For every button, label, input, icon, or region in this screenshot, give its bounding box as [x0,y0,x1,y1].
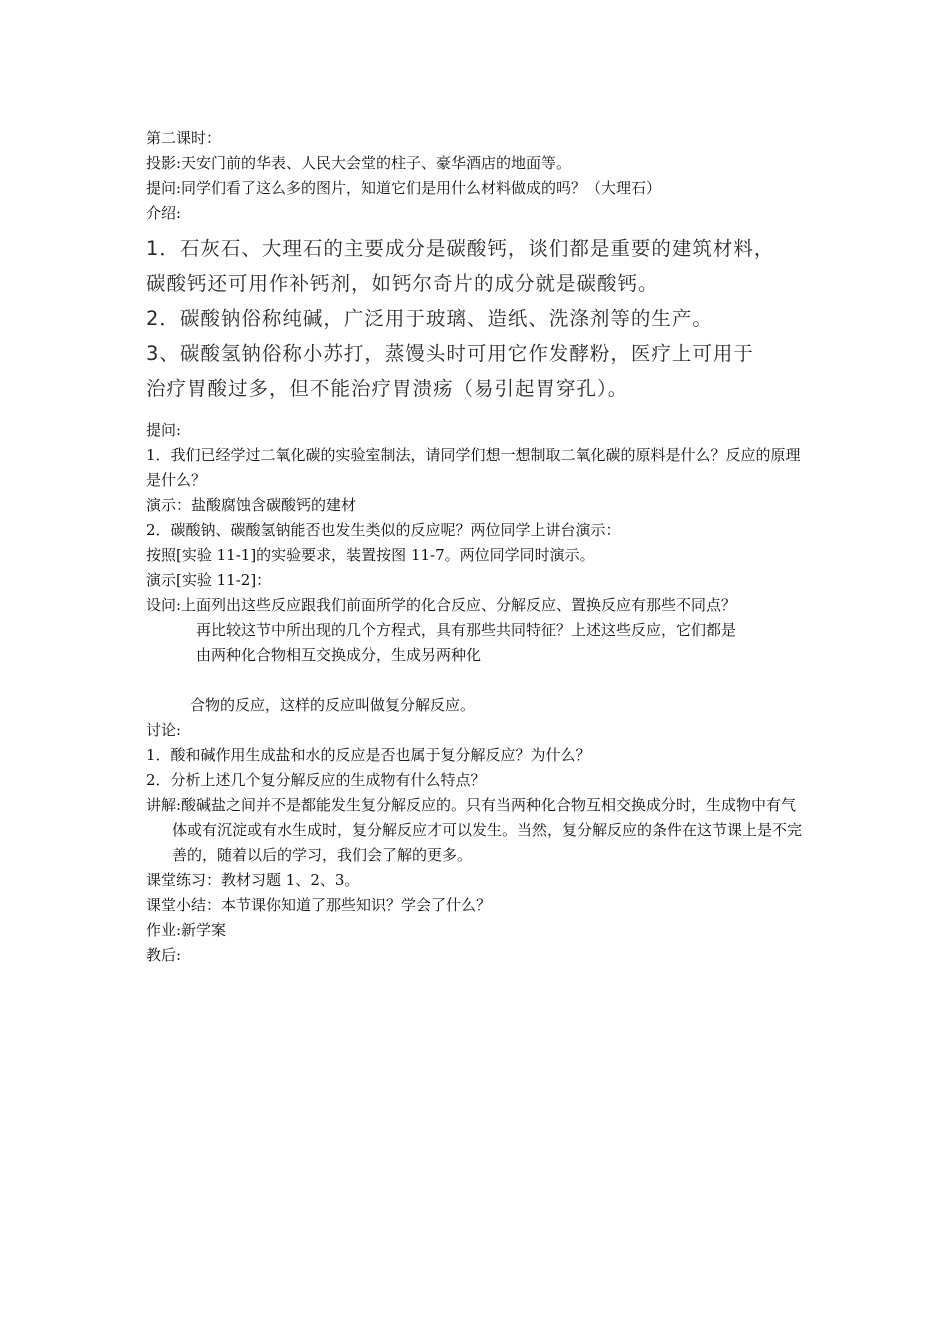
demo-line-2: 演示[实验 11-2]： [146,571,272,589]
lesson-heading: 第二课时： [146,129,222,147]
ask-line-2: 再比较这节中所出现的几个方程式，具有那些共同特征？上述这些反应，它们都是 [196,621,737,639]
ask-line-3: 由两种化合物相互交换成分，生成另两种化 [196,646,482,664]
question2-label: 提问: [146,421,182,439]
lecture-paragraph: 讲解:酸碱盐之间并不是都能发生复分解反应的。只有当两种化合物互相交换成分时，生成物中有气体或有沉淀或有水生成时，复分解反应才可以发生。当然，复分解反应的条件在这节课上是不完善的，随着以后的学习，我们会了解的更多。 [146,796,803,864]
question-line: 提问:同学们看了这么多的图片，知道它们是用什么材料做成的吗？（大理石） [146,179,662,197]
question2-item-1: 1．我们已经学过二氧化碳的实验室制法，请同学们想一想制取二氧化碳的原料是什么？反应的原理是什么？ [146,446,801,489]
after-class-line: 教后: [146,946,182,964]
practice-line: 课堂练习：教材习题 1、2、3。 [146,871,360,889]
intro-label: 介绍: [146,204,182,222]
ask-line-4: 合物的反应，这样的反应叫做复分解反应。 [190,696,476,714]
blank-line [146,668,811,693]
homework-line: 作业:新学案 [146,921,227,939]
intro-image-text [146,231,811,406]
intro-image-line: 治疗胃酸过多，但不能治疗胃溃疡（易引起胃穿孔）。 [146,377,629,400]
question2-item-2: 2．碳酸钠、碳酸氢钠能否也发生类似的反应呢？两位同学上讲台演示： [146,521,621,539]
summary-line: 课堂小结：本节课你知道了那些知识？学会了什么？ [146,896,492,914]
discuss-label: 讨论: [146,721,182,739]
instruction-line: 按照[实验 11-1]的实验要求，装置按图 11-7。两位同学同时演示。 [146,546,595,564]
discuss-item-2: 2．分析上述几个复分解反应的生成物有什么特点？ [146,771,486,789]
projection-line: 投影:天安门前的华表、人民大会堂的柱子、豪华酒店的地面等。 [146,154,572,172]
demo-line-1: 演示：盐酸腐蚀含碳酸钙的建材 [146,496,357,514]
discuss-item-1: 1．酸和碱作用生成盐和水的反应是否也属于复分解反应？为什么？ [146,746,591,764]
intro-image-line: 碳酸钙还可用作补钙剂，如钙尔奇片的成分就是碳酸钙。 [146,272,659,295]
lesson-content [146,126,811,968]
intro-image-line: 2．碳酸钠俗称纯碱，广泛用于玻璃、造纸、洗涤剂等的生产。 [146,307,713,330]
ask-line-1: 设问:上面列出这些反应跟我们前面所学的化合反应、分解反应、置换反应有那些不同点？ [146,596,737,614]
intro-image-line: 1．石灰石、大理石的主要成分是碳酸钙，谈们都是重要的建筑材料， [146,237,775,260]
intro-image-line: 3、碳酸氢钠俗称小苏打，蒸馒头时可用它作发酵粉，医疗上可用于 [146,342,754,365]
